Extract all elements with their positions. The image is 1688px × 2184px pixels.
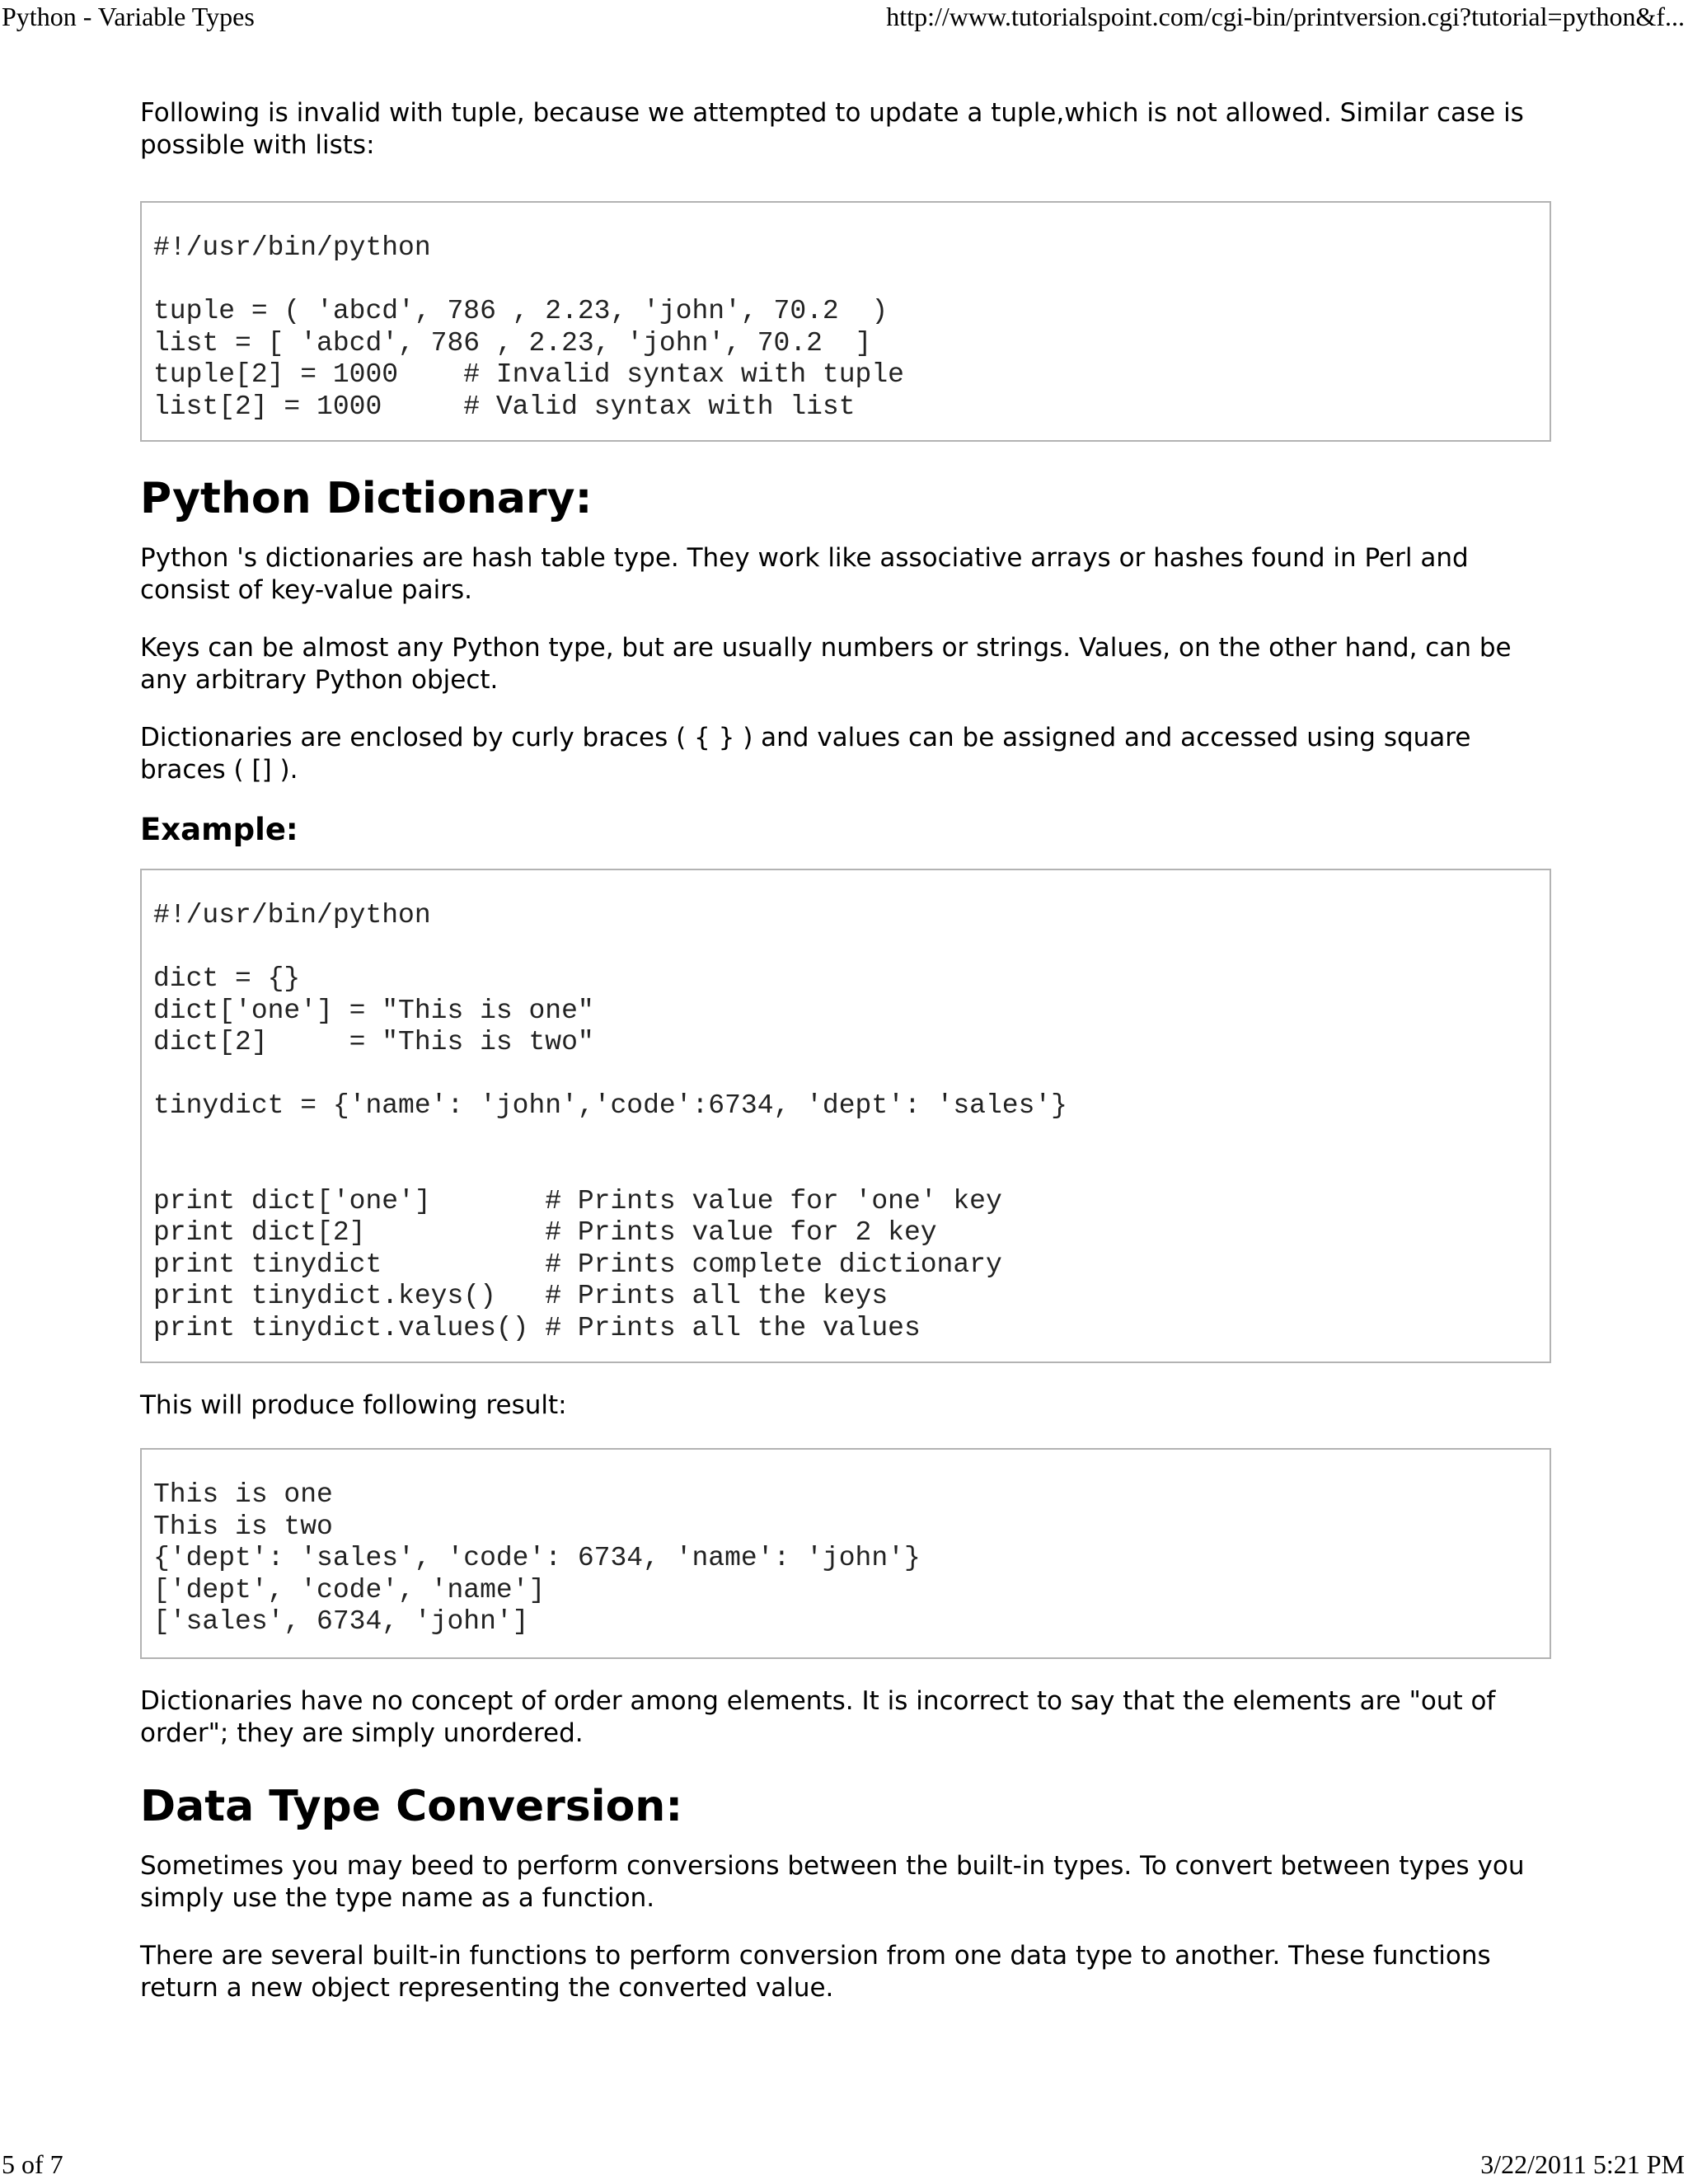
code-block-result <box>140 1448 1551 1659</box>
code-block-dictionary-example <box>140 869 1551 1363</box>
code-result-output: This is one This is two {'dept': 'sales', 'code': 6734, 'name': 'john'} ['dept', 'code', 'name'] ['sales', 6734, 'john'] <box>153 1479 921 1637</box>
document-content <box>140 97 1551 2004</box>
heading-data-type-conversion: Data Type Conversion: <box>140 1782 683 1831</box>
page-header-url: http://www.tutorialspoint.com/cgi-bin/printversion.cgi?tutorial=python&f... <box>886 2 1685 31</box>
heading-python-dictionary: Python Dictionary: <box>140 474 593 523</box>
page-header-title: Python - Variable Types <box>2 2 255 31</box>
heading-example: Example: <box>140 812 298 847</box>
conversion-paragraph-2: There are several built-in functions to perform conversion from one data type to another. These functions return a new object representing the converted value. <box>140 1941 1491 2003</box>
conversion-paragraph-1: Sometimes you may beed to perform conversions between the built-in types. To convert between types you simply use the type name as a function. <box>140 1851 1525 1913</box>
code-block-tuple-list <box>140 201 1551 442</box>
page-footer-datetime: 3/22/2011 5:21 PM <box>1480 2149 1685 2179</box>
intro-paragraph: Following is invalid with tuple, because we attempted to update a tuple,which is not allowed. Similar case is possible with lists: <box>140 98 1524 160</box>
result-intro-paragraph: This will produce following result: <box>140 1390 567 1420</box>
code-dictionary-example: #!/usr/bin/python dict = {} dict['one'] = "This is one" dict[2] = "This is two" tinydict = {'name': 'john','code':6734, 'dept': 'sales'} print dict['one'] # Prints value for 'one' key print dict[2] # Prints value for 2 key print tinydict # Prints complete dictionary print tinydict.keys() # Prints all the keys print tinydict.values() # Prints all the values <box>153 900 1067 1343</box>
dictionary-order-paragraph: Dictionaries have no concept of order among elements. It is incorrect to say that the elements are "out of order"; they are simply unordered. <box>140 1686 1496 1748</box>
dictionary-paragraph-1: Python 's dictionaries are hash table type. They work like associative arrays or hashes found in Perl and consist of key-value pairs. <box>140 543 1469 605</box>
dictionary-paragraph-3: Dictionaries are enclosed by curly braces ( { } ) and values can be assigned and accessed using square braces ( [] ). <box>140 723 1471 785</box>
code-tuple-list: #!/usr/bin/python tuple = ( 'abcd', 786 , 2.23, 'john', 70.2 ) list = [ 'abcd', 786 , 2.23, 'john', 70.2 ] tuple[2] = 1000 # Invalid syntax with tuple list[2] = 1000 # Valid syntax with list <box>153 232 904 422</box>
dictionary-paragraph-2: Keys can be almost any Python type, but are usually numbers or strings. Values, on the other hand, can be any arbitrary Python object. <box>140 633 1512 695</box>
page-footer-page-number: 5 of 7 <box>2 2149 63 2179</box>
